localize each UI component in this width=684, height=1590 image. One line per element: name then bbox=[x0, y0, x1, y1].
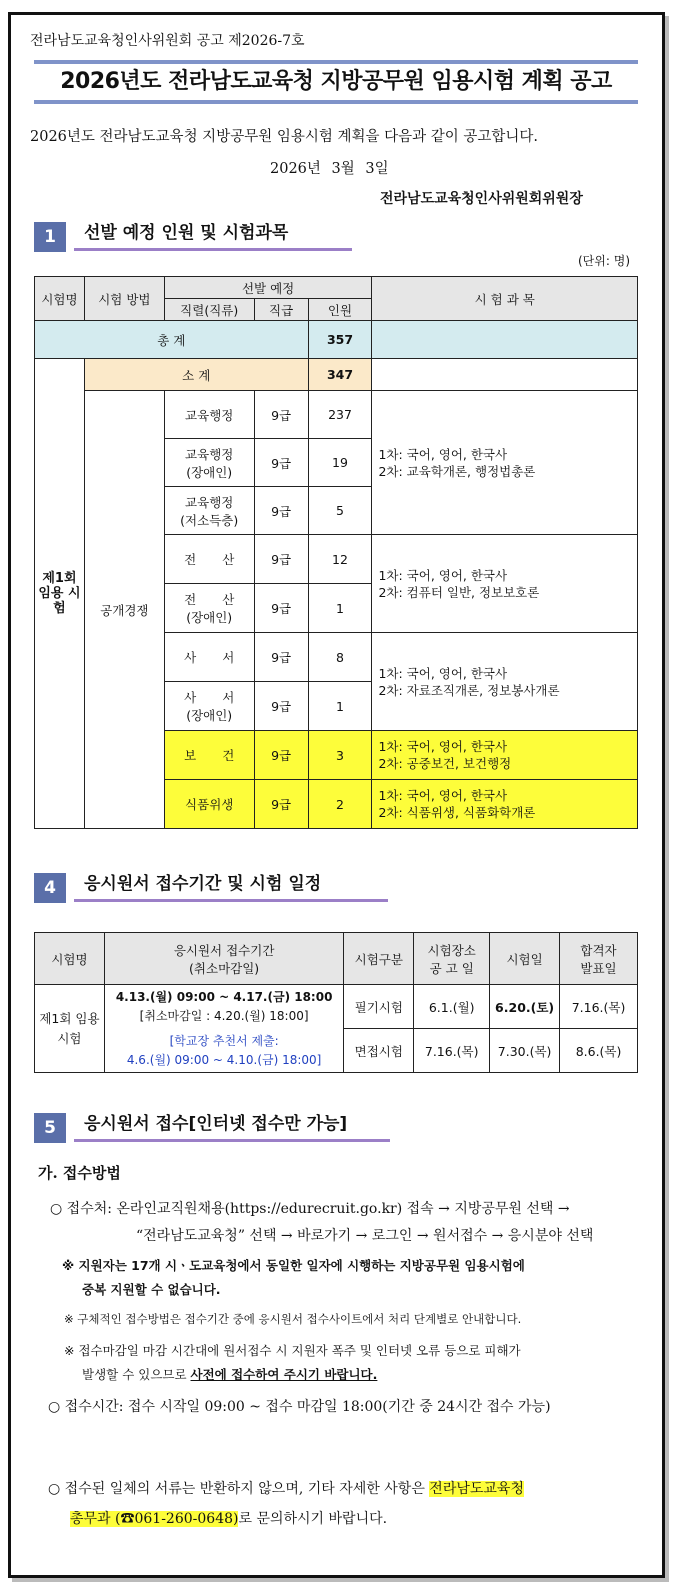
table-row-position: 보 건 bbox=[164, 731, 254, 780]
method-label: 공개경쟁 bbox=[84, 391, 164, 829]
total-label: 총 계 bbox=[35, 321, 309, 359]
section4-number: 4 bbox=[34, 873, 66, 903]
th-result: 합격자 발표일 bbox=[560, 933, 638, 985]
th-exam-name: 시험명 bbox=[35, 933, 105, 985]
notice-date: 2026년 3월 3일 bbox=[270, 161, 389, 177]
note3-line1: ※ 접수마감일 마감 시간대에 원서접수 시 지원자 폭주 및 인터넷 오류 등으로 피해가 bbox=[64, 1343, 521, 1358]
contact-phone: 총무과 (☎061-260-0648) bbox=[70, 1511, 239, 1527]
time-bullet: ○ 접수시간: 접수 시작일 09:00 ~ 접수 마감일 18:00(기간 중 24시간 접수 가능) bbox=[48, 1399, 551, 1415]
table-row-count: 237 bbox=[308, 391, 372, 439]
subtotal-value: 347 bbox=[308, 359, 372, 391]
th-count: 인원 bbox=[308, 299, 372, 321]
table-row-grade: 9급 bbox=[254, 391, 308, 439]
table-row-grade: 9급 bbox=[254, 682, 308, 731]
table-row-grade: 9급 bbox=[254, 535, 308, 584]
table-row-position: 교육행정 (저소득층) bbox=[164, 487, 254, 535]
method-subhead: 가. 접수방법 bbox=[38, 1164, 121, 1182]
schedule-period: 4.13.(월) 09:00 ~ 4.17.(금) 18:00 [취소마감일 : 4.20.(월) 18:00] [학교장 추천서 제출: 4.6.(월) 09:00 ~ 4.10.(금) 18:00] bbox=[104, 985, 344, 1073]
section1-number: 1 bbox=[34, 222, 66, 252]
th-exam-name: 시험명 bbox=[35, 277, 85, 321]
table-row-count: 1 bbox=[308, 584, 372, 633]
subtotal-label: 소 계 bbox=[84, 359, 308, 391]
th-exam-date: 시험일 bbox=[490, 933, 560, 985]
table-row-count: 1 bbox=[308, 682, 372, 731]
subtotal-subjects bbox=[372, 359, 638, 391]
intro-text: 2026년도 전라남도교육청 지방공무원 임용시험 계획을 다음과 같이 공고합니다. bbox=[30, 129, 538, 145]
subjects-health: 1차: 국어, 영어, 한국사 2차: 공중보건, 보건행정 bbox=[372, 731, 638, 780]
interview-type: 면접시험 bbox=[344, 1029, 414, 1073]
table-row-count: 12 bbox=[308, 535, 372, 584]
note1-line1: ※ 지원자는 17개 시ㆍ도교육청에서 동일한 일자에 시행하는 지방공무원 임용시험에 bbox=[62, 1258, 525, 1273]
table-row-count: 8 bbox=[308, 633, 372, 682]
note1-line2: 중복 지원할 수 없습니다. bbox=[82, 1282, 221, 1297]
interview-date: 7.30.(목) bbox=[490, 1029, 560, 1073]
method-bullet-line1: ○ 접수처: 온라인교직원채용(https://edurecruit.go.kr) 접속 → 지방공무원 선택 → bbox=[50, 1201, 570, 1217]
written-venue: 6.1.(월) bbox=[414, 985, 490, 1029]
table-row-position: 사 서 bbox=[164, 633, 254, 682]
table-row-position: 전 산 (장애인) bbox=[164, 584, 254, 633]
section1-title: 선발 예정 인원 및 시험과목 bbox=[74, 220, 352, 251]
th-type: 시험구분 bbox=[344, 933, 414, 985]
interview-venue: 7.16.(목) bbox=[414, 1029, 490, 1073]
interview-result: 8.6.(목) bbox=[560, 1029, 638, 1073]
table-row-grade: 9급 bbox=[254, 780, 308, 829]
docs-bullet-line1: ○ 접수된 일체의 서류는 반환하지 않으며, 기타 자세한 사항은 전라남도교육청 bbox=[48, 1481, 524, 1497]
section4-title: 응시원서 접수기간 및 시험 일정 bbox=[74, 871, 388, 902]
table-row-grade: 9급 bbox=[254, 439, 308, 487]
docs-bullet-line2: 총무과 (☎061-260-0648)로 문의하시기 바랍니다. bbox=[70, 1511, 388, 1527]
section5-number: 5 bbox=[34, 1113, 66, 1143]
th-plan: 선발 예정 bbox=[164, 277, 372, 299]
note2: ※ 구체적인 접수방법은 접수기간 중에 응시원서 접수사이트에서 처리 단계별로 안내합니다. bbox=[64, 1312, 522, 1326]
table-row-position: 식품위생 bbox=[164, 780, 254, 829]
selection-table bbox=[34, 276, 638, 829]
written-type: 필기시험 bbox=[344, 985, 414, 1029]
table-row-count: 19 bbox=[308, 439, 372, 487]
table-row-grade: 9급 bbox=[254, 731, 308, 780]
table-row-count: 5 bbox=[308, 487, 372, 535]
method-bullet-line2: “전라남도교육청” 선택 → 바로가기 → 로그인 → 원서접수 → 응시분야 선택 bbox=[136, 1228, 594, 1244]
th-method: 시험 방법 bbox=[84, 277, 164, 321]
signer: 전라남도교육청인사위원회위원장 bbox=[380, 191, 583, 207]
section5-title: 응시원서 접수[인터넷 접수만 가능] bbox=[74, 1111, 390, 1142]
subjects-food: 1차: 국어, 영어, 한국사 2차: 식품위생, 식품화학개론 bbox=[372, 780, 638, 829]
written-result: 7.16.(목) bbox=[560, 985, 638, 1029]
total-value: 357 bbox=[308, 321, 372, 359]
th-position: 직렬(직류) bbox=[164, 299, 254, 321]
schedule-exam-label: 제1회 임용시험 bbox=[35, 985, 105, 1073]
exam-round-label: 제1회 임용 시험 bbox=[35, 359, 85, 829]
total-subjects bbox=[372, 321, 638, 359]
subjects-admin: 1차: 국어, 영어, 한국사 2차: 교육학개론, 행정법총론 bbox=[372, 391, 638, 535]
table-row-count: 2 bbox=[308, 780, 372, 829]
unit-label: (단위: 명) bbox=[578, 254, 630, 268]
schedule-table bbox=[34, 932, 638, 1073]
subjects-librarian: 1차: 국어, 영어, 한국사 2차: 자료조직개론, 정보봉사개론 bbox=[372, 633, 638, 731]
table-row-grade: 9급 bbox=[254, 584, 308, 633]
note3-line2: 발생할 수 있으므로 사전에 접수하여 주시기 바랍니다. bbox=[82, 1367, 378, 1382]
table-row-position: 전 산 bbox=[164, 535, 254, 584]
notice-number: 전라남도교육청인사위원회 공고 제2026-7호 bbox=[30, 33, 305, 49]
th-period: 응시원서 접수기간 (취소마감일) bbox=[104, 933, 344, 985]
table-row-count: 3 bbox=[308, 731, 372, 780]
table-row-position: 교육행정 (장애인) bbox=[164, 439, 254, 487]
th-grade: 직급 bbox=[254, 299, 308, 321]
th-subjects: 시 험 과 목 bbox=[372, 277, 638, 321]
table-row-grade: 9급 bbox=[254, 633, 308, 682]
subjects-computer: 1차: 국어, 영어, 한국사 2차: 컴퓨터 일반, 정보보호론 bbox=[372, 535, 638, 633]
table-row-position: 사 서 (장애인) bbox=[164, 682, 254, 731]
table-row-position: 교육행정 bbox=[164, 391, 254, 439]
page-title-bar bbox=[34, 60, 638, 104]
table-row-grade: 9급 bbox=[254, 487, 308, 535]
th-venue: 시험장소 공 고 일 bbox=[414, 933, 490, 985]
page-title: 2026년도 전라남도교육청 지방공무원 임용시험 계획 공고 bbox=[60, 69, 612, 94]
written-date: 6.20.(토) bbox=[490, 985, 560, 1029]
